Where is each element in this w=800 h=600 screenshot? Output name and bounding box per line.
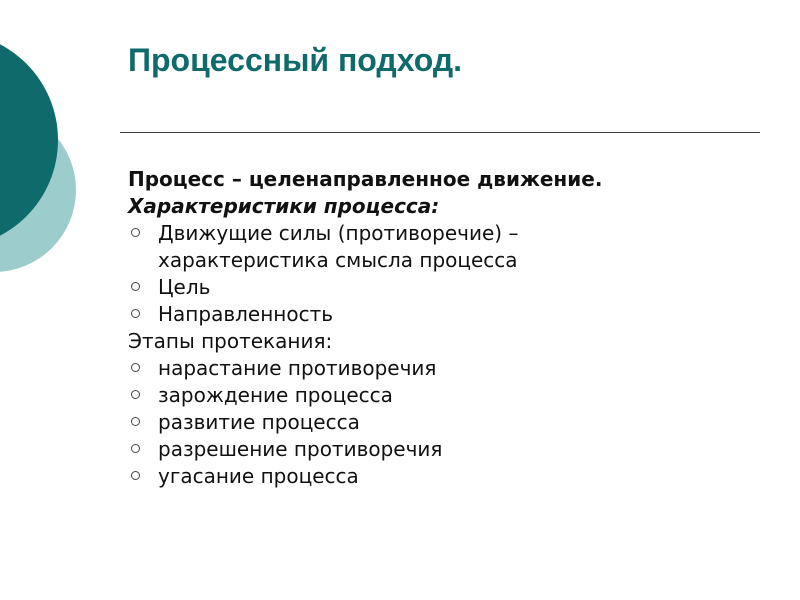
- stages-list: [128, 355, 768, 490]
- list-item: [128, 463, 768, 490]
- list-item-text: зарождение процесса: [158, 383, 393, 407]
- list-item: [128, 355, 768, 382]
- list-item-text: развитие процесса: [158, 410, 360, 434]
- decorative-circles: [0, 0, 120, 340]
- list-item: [128, 436, 768, 463]
- characteristics-list: [128, 220, 768, 328]
- hollow-bullet-icon: [131, 471, 140, 480]
- hollow-bullet-icon: [131, 309, 140, 318]
- list-item-text: Направленность: [158, 302, 334, 326]
- list-item-text: разрешение противоречия: [158, 437, 443, 461]
- list-item: [128, 409, 768, 436]
- list-item: [128, 301, 768, 328]
- list-item-text: Цель: [158, 275, 211, 299]
- list-item: [128, 382, 768, 409]
- list-item-text: нарастание противоречия: [158, 356, 437, 380]
- hollow-bullet-icon: [131, 444, 140, 453]
- list-item: [128, 220, 768, 274]
- hollow-bullet-icon: [131, 282, 140, 291]
- process-definition: Процесс – целенаправленное движение.: [128, 167, 603, 191]
- slide-body: [128, 166, 768, 490]
- list-item: [128, 274, 768, 301]
- hollow-bullet-icon: [131, 228, 140, 237]
- characteristics-heading: Характеристики процесса:: [128, 194, 440, 218]
- hollow-bullet-icon: [131, 390, 140, 399]
- title-divider: [120, 132, 760, 133]
- hollow-bullet-icon: [131, 417, 140, 426]
- list-item-text: угасание процесса: [158, 464, 359, 488]
- list-item-text: Движущие силы (противоречие) – характеристика смысла процесса: [158, 221, 519, 272]
- stages-heading: Этапы протекания:: [128, 329, 333, 353]
- slide-title: Процессный подход.: [128, 42, 463, 78]
- hollow-bullet-icon: [131, 363, 140, 372]
